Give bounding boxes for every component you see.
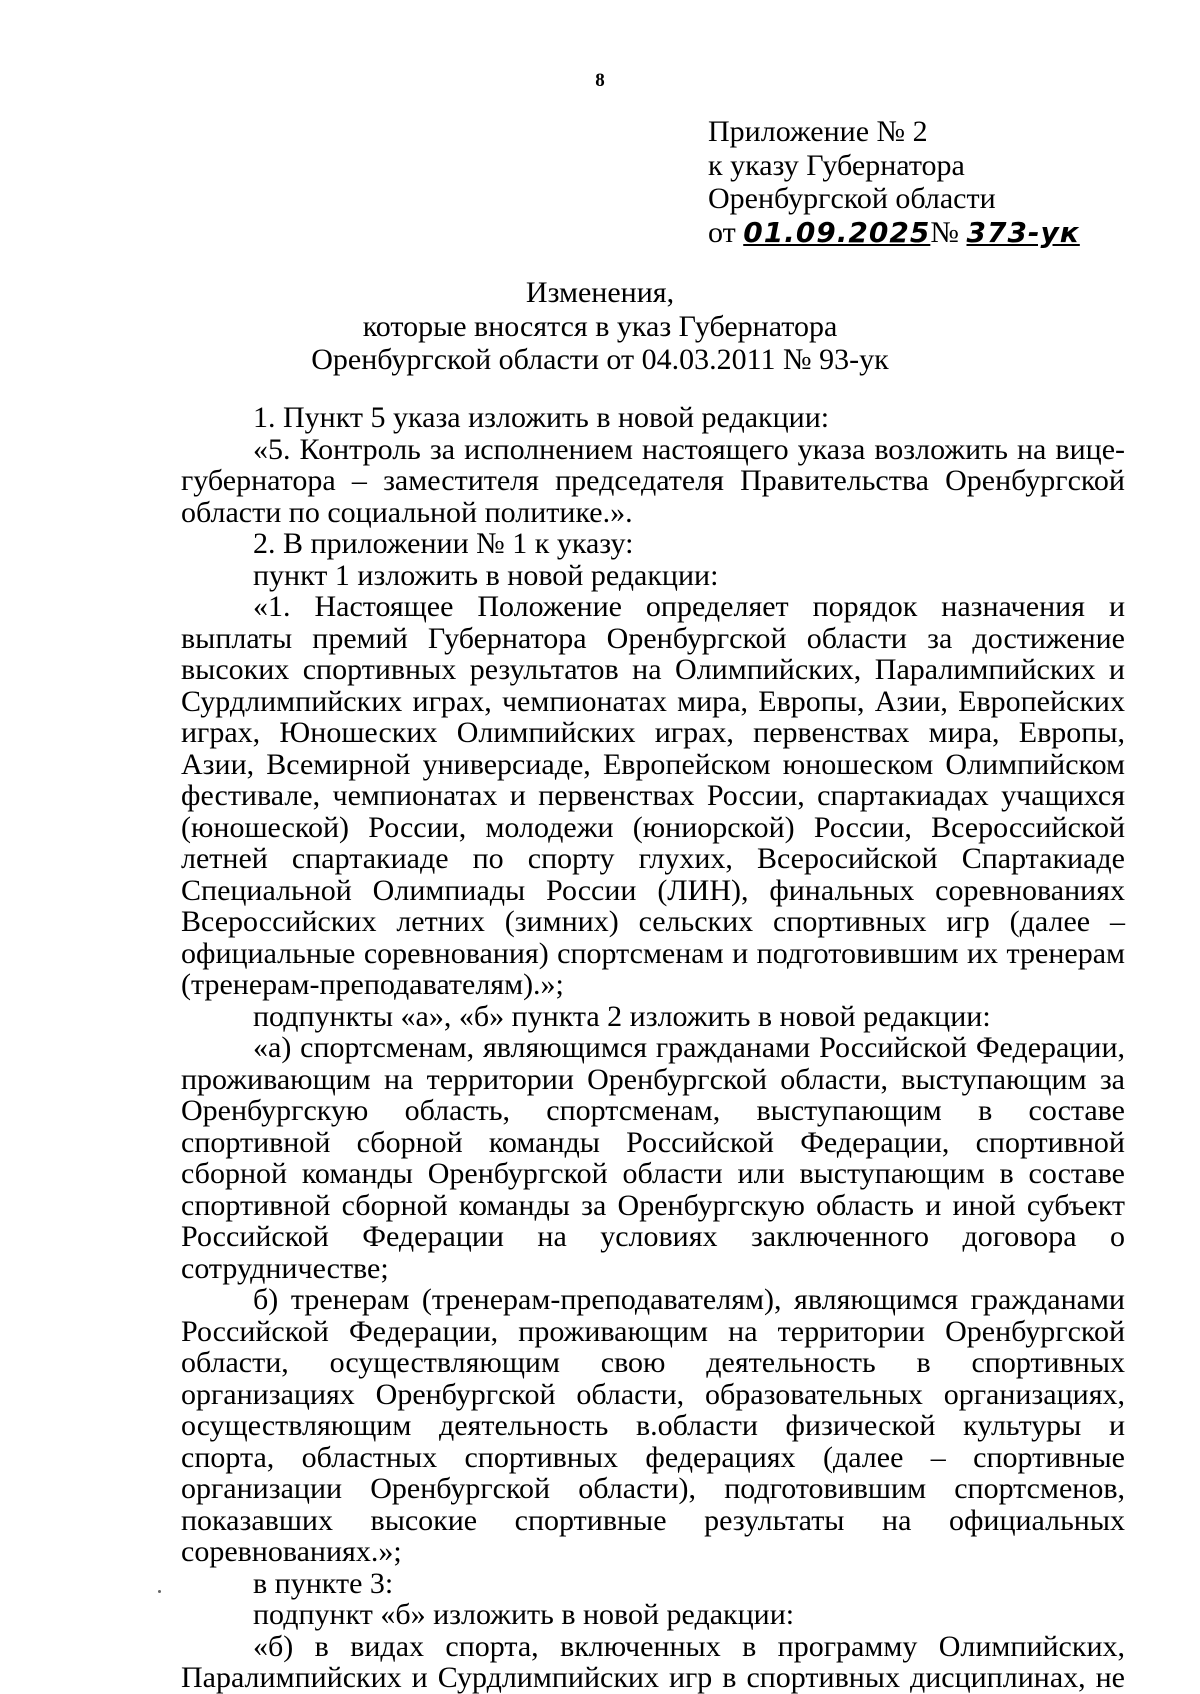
paragraph: «5. Контроль за исполнением настоящего указа возложить на вице-губернатора – заместителя председателя Правительства Оренбургской области по социальной политике.». <box>181 432 1125 529</box>
paragraph: в пункте 3: <box>253 1566 394 1600</box>
paragraph: «а) спортсменам, являющимся гражданами Российской Федерации, проживающим на территории Оренбургской области, выступающим за Оренбургскую область, спортсменам, выступающим в составе спортивной сборной команды Российской Федерации, спортивной сборной команды Оренбургской области или выступающим в составе спортивной сборной команды за Оренбургскую область и иной субъект Российской Федерации на условиях заключенного договора о сотрудничестве; <box>181 1031 1125 1285</box>
appendix-line-2: к указу Губернатора <box>708 148 965 182</box>
title-line-3: Оренбургской области от 04.03.2011 № 93-ук <box>311 343 889 376</box>
appendix-line-3: Оренбургской области <box>708 182 996 215</box>
handwritten-date: 01.09.2025 <box>743 215 931 249</box>
appendix-header <box>708 115 1148 249</box>
paragraph: 2. В приложении № 1 к указу: <box>253 527 634 560</box>
paragraph: «1. Настоящее Положение определяет порядок назначения и выплаты премий Губернатора Оренбургской области за достижение высоких спортивных результатов на Олимпийских, Паралимпийских и Сурдлимпийских играх, чемпионатах мира, Европы, Азии, Европейских играх, Юношеских Олимпийских играх, первенствах мира, Европы, Азии, Всемирной универсиаде, Европейском юношеском Олимпийском фестивале, чемпионатах и первенствах России, спартакиадах учащихся (юношеской) России, молодежи (юниорской) России, Всероссийской летней спартакиаде по спорту глухих, Всеросийской Спартакиаде Специальной Олимпиады России (ЛИН), финальных соревнованиях Всероссийских летних (зимних) сельских спортивных игр (далее – официальные соревнования) спортсменам и подготовившим их тренерам (тренерам-преподавателям).»; <box>181 590 1125 1001</box>
title-line-1: Изменения, <box>525 276 675 309</box>
paragraph: 1. Пункт 5 указа изложить в новой редакции: <box>253 401 830 434</box>
paragraph: «б) в видах спорта, включенных в программу Олимпийских, Паралимпийских и Сурдлимпийских игр в спортивных дисциплинах, не <box>181 1629 1125 1694</box>
date-prefix: от <box>708 215 744 249</box>
title-line-2: которые вносятся в указ Губернатора <box>362 309 838 343</box>
paragraph: пункт 1 изложить в новой редакции: <box>253 558 719 592</box>
scan-speck <box>158 1590 161 1593</box>
appendix-line-1: Приложение № 2 <box>708 115 928 148</box>
paragraph: б) тренерам (тренерам-преподавателям), являющимся гражданами Российской Федерации, проживающим на территории Оренбургской области, осуществляющим свою деятельность в спортивных организациях Оренбургской области, образовательных организациях, осуществляющим деятельность в.области физической культуры и спорта, областных спортивных федерациях (далее – спортивные организации Оренбургской области), подготовившим спортсменов, показавших высокие спортивные результаты на официальных соревнованиях.»; <box>181 1283 1125 1568</box>
paragraph: подпункт «б» изложить в новой редакции: <box>253 1598 795 1631</box>
document-title <box>0 276 1200 377</box>
page-number: 8 <box>595 70 605 91</box>
appendix-date-line <box>708 216 1148 250</box>
handwritten-number: 373-ук <box>966 215 1080 249</box>
number-sign: № <box>930 215 967 249</box>
paragraph: подпункты «а», «б» пункта 2 изложить в новой редакции: <box>253 999 991 1033</box>
document-body <box>181 402 1125 1694</box>
